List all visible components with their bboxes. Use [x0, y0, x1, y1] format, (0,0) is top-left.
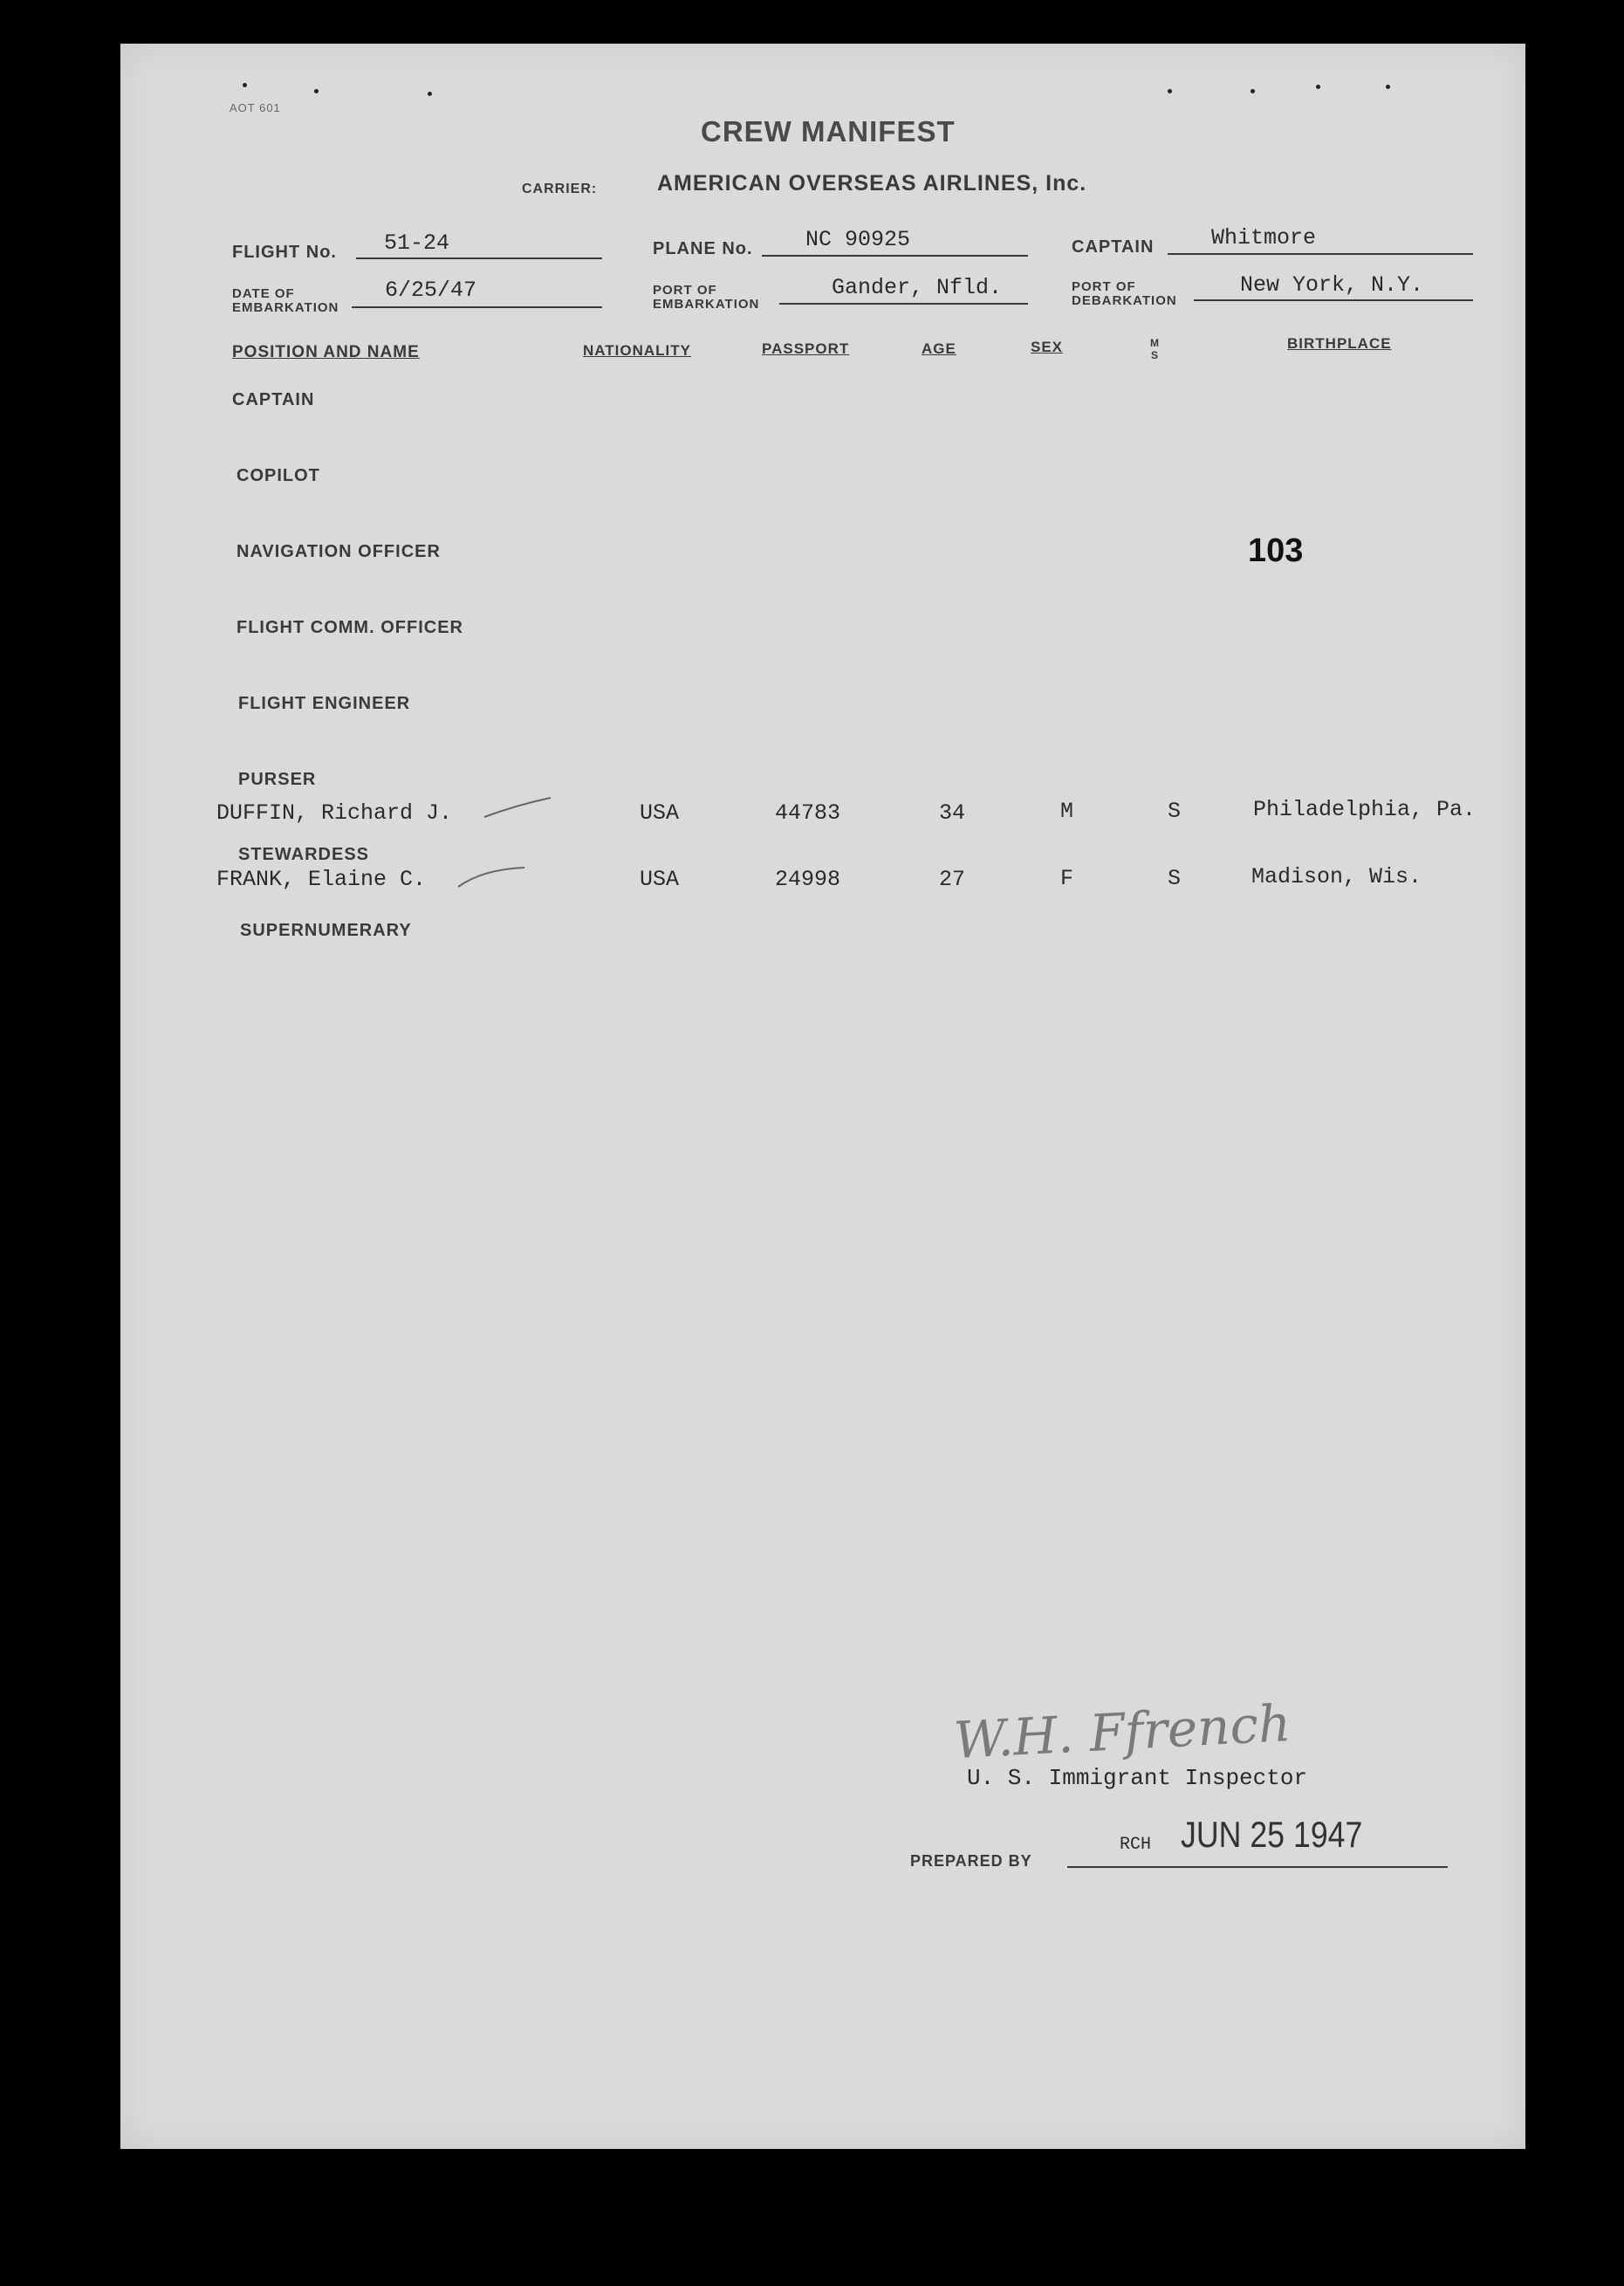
- pos-comm: FLIGHT COMM. OFFICER: [236, 618, 463, 637]
- pos-captain: CAPTAIN: [232, 390, 315, 409]
- crew-name-2: FRANK, Elaine C.: [216, 867, 427, 892]
- date-value: 6/25/47: [385, 278, 477, 303]
- page-title: CREW MANIFEST: [701, 115, 956, 148]
- captain-value: Whitmore: [1211, 225, 1317, 251]
- crew-age-1: 34: [939, 800, 966, 826]
- crew-passport-1: 44783: [775, 800, 841, 826]
- captain-label: CAPTAIN: [1072, 237, 1155, 257]
- captain-line: [1168, 253, 1473, 255]
- crew-marital-1: S: [1168, 799, 1182, 824]
- col-sex: SEX: [1031, 339, 1064, 355]
- signature: W.H. Ffrench: [952, 1692, 1292, 1771]
- speck: [314, 89, 319, 93]
- inspector-title: U. S. Immigrant Inspector: [967, 1765, 1308, 1791]
- date-line: [352, 306, 602, 308]
- date-label-line1: DATE OF: [232, 286, 295, 301]
- col-position: POSITION AND NAME: [232, 343, 420, 361]
- crew-age-2: 27: [939, 867, 966, 892]
- col-marital-bottom: S: [1150, 349, 1159, 361]
- prepared-by-label: PREPARED BY: [910, 1852, 1032, 1870]
- pos-copilot: COPILOT: [236, 466, 320, 485]
- port-emb-label-line1: PORT OF: [653, 283, 717, 298]
- date-label: [232, 287, 339, 315]
- port-emb-line: [779, 303, 1028, 305]
- col-marital-top: M: [1150, 337, 1160, 349]
- port-deb-line: [1194, 299, 1473, 301]
- crew-name-1: DUFFIN, Richard J.: [216, 800, 453, 826]
- date-label-line2: EMBARKATION: [232, 300, 339, 315]
- speck: [1316, 85, 1320, 89]
- check-mark-1: [483, 794, 552, 820]
- port-deb-label-line1: PORT OF: [1072, 279, 1136, 294]
- pos-purser: PURSER: [238, 770, 317, 789]
- plane-no-line: [762, 255, 1028, 257]
- prepared-by-line: [1067, 1866, 1448, 1868]
- crew-nationality-1: USA: [640, 800, 680, 826]
- crew-birthplace-2: Madison, Wis.: [1251, 864, 1422, 889]
- manifest-sheet: [120, 44, 1525, 2149]
- port-emb-label: [653, 284, 759, 312]
- col-age: AGE: [922, 340, 956, 357]
- speck: [1251, 89, 1255, 93]
- pos-navigation: NAVIGATION OFFICER: [236, 542, 441, 561]
- speck: [243, 83, 247, 87]
- crew-sex-2: F: [1060, 866, 1074, 891]
- carrier-name: AMERICAN OVERSEAS AIRLINES, Inc.: [657, 171, 1087, 196]
- col-passport: PASSPORT: [762, 340, 850, 357]
- flight-no-label: FLIGHT No.: [232, 243, 337, 262]
- port-emb-value: Gander, Nfld.: [832, 275, 1003, 300]
- flight-no-line: [356, 257, 602, 259]
- speck: [1168, 89, 1172, 93]
- pos-engineer: FLIGHT ENGINEER: [238, 694, 411, 713]
- crew-birthplace-1: Philadelphia, Pa.: [1253, 797, 1477, 822]
- pos-supernumerary: SUPERNUMERARY: [240, 921, 412, 940]
- port-emb-label-line2: EMBARKATION: [653, 297, 760, 312]
- speck: [428, 92, 432, 96]
- form-code: AOT 601: [230, 101, 281, 114]
- port-deb-value: New York, N.Y.: [1240, 272, 1424, 298]
- col-birthplace: BIRTHPLACE: [1287, 335, 1392, 352]
- plane-no-value: NC 90925: [805, 227, 911, 252]
- port-deb-label-line2: DEBARKATION: [1072, 293, 1177, 308]
- crew-nationality-2: USA: [640, 867, 680, 892]
- page-number: 103: [1248, 532, 1304, 569]
- speck: [1386, 85, 1390, 89]
- col-marital: [1150, 337, 1160, 361]
- plane-no-label: PLANE No.: [653, 239, 753, 258]
- crew-sex-1: M: [1060, 799, 1074, 824]
- carrier-label: CARRIER:: [522, 182, 598, 196]
- flight-no-value: 51-24: [384, 230, 450, 256]
- crew-marital-2: S: [1168, 866, 1182, 891]
- col-nationality: NATIONALITY: [583, 342, 692, 359]
- pos-stewardess: STEWARDESS: [238, 845, 370, 864]
- check-mark-2: [456, 864, 526, 890]
- port-deb-label: [1072, 280, 1177, 308]
- crew-passport-2: 24998: [775, 867, 841, 892]
- stamp-initials: RCH: [1120, 1835, 1152, 1855]
- stamp-date: JUN 25 1947: [1181, 1814, 1363, 1855]
